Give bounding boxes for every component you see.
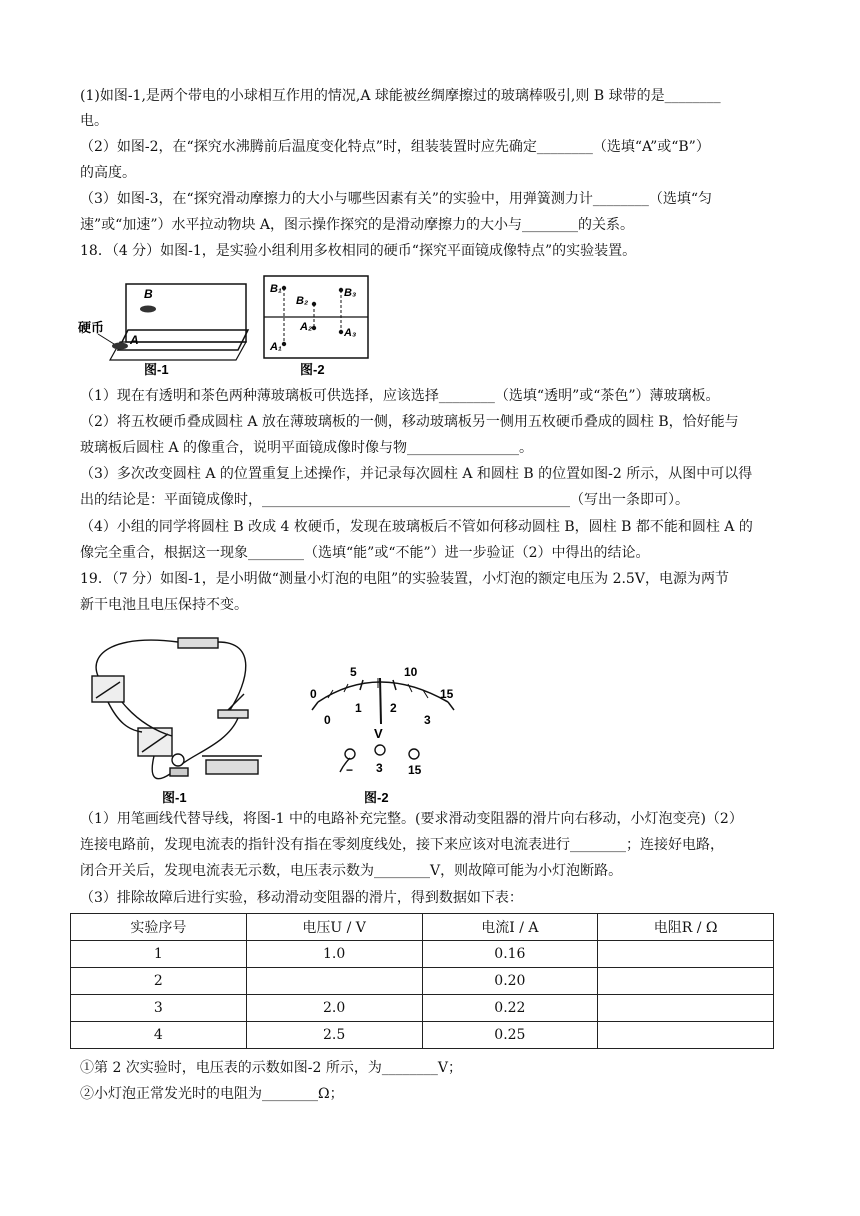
fig18-b3: B₃	[344, 287, 357, 299]
table-cell	[598, 941, 774, 968]
fig18-coin-label: 硬币	[78, 320, 105, 335]
q18-figure	[78, 270, 378, 380]
table-cell: 0.25	[422, 1022, 598, 1049]
dial-bottom-0: 0	[324, 713, 331, 727]
q17-1-line-b: 电。	[80, 113, 108, 129]
table-cell: 2	[71, 968, 247, 995]
voltmeter-dial	[312, 678, 454, 724]
q18-4-line-a: （4）小组的同学将圆柱 B 改成 4 枚硬币，发现在玻璃板后不管如何移动圆柱 B，圆柱 B 都不能和圆柱 A 的	[80, 519, 753, 535]
q19-3-line: （3）排除故障后进行实验，移动滑动变阻器的滑片，得到数据如下表：	[80, 890, 523, 906]
q18-4-line-b: 像完全重合，根据这一现象________（选填“能”或“不能”）进一步验证（2）中得出的结论。	[80, 545, 650, 561]
q19-1-line-c: 闭合开关后，发现电流表无示数，电压表示数为________V，则故障可能为小灯泡断路。	[80, 863, 623, 879]
terminal-3: 3	[376, 761, 383, 775]
table-cell	[246, 968, 422, 995]
table-cell	[598, 995, 774, 1022]
data-table	[70, 913, 774, 1049]
table-cell: 1.0	[246, 941, 422, 968]
q19-3-2-line: ②小灯泡正常发光时的电阻为________Ω；	[80, 1086, 344, 1102]
table-cell: 1	[71, 941, 247, 968]
q18-1-line: （1）现在有透明和茶色两种薄玻璃板可供选择，应该选择________（选填“透明”或“茶色”）薄玻璃板。	[80, 388, 720, 404]
table-cell: 0.16	[422, 941, 598, 968]
q18-2-line-b: 玻璃板后圆柱 A 的像重合，说明平面镜成像时像与物________________。	[80, 440, 534, 456]
q18-3-line-a: （3）多次改变圆柱 A 的位置重复上述操作，并记录每次圆柱 A 和圆柱 B 的位置如图-2 所示，从图中可以得	[80, 466, 753, 482]
terminal-15: 15	[408, 763, 422, 777]
table-header-row	[71, 914, 774, 941]
circuit-diagram	[92, 638, 262, 779]
q19-1-line-b: 连接电路前，发现电流表的指针没有指在零刻度线处，接下来应该对电流表进行________；连接好电路，	[80, 837, 724, 853]
fig18-a1: A₁	[270, 341, 282, 353]
fig18-caption-1: 图-1	[144, 362, 169, 377]
dial-symbol: V	[374, 726, 383, 741]
table-cell: 4	[71, 1022, 247, 1049]
q19-1-line-a: （1）用笔画线代替导线，将图-1 中的电路补充完整。(要求滑动变阻器的滑片向右移动，小灯泡变亮)（2）	[80, 811, 743, 827]
q17-3-line-a: （3）如图-3，在“探究滑动摩擦力的大小与哪些因素有关”的实验中，用弹簧测力计________（选填“匀	[80, 191, 713, 207]
fig18-b1: B₁	[270, 283, 282, 295]
fig18-label-a: A	[130, 333, 139, 347]
table-row	[71, 995, 774, 1022]
table-row	[71, 941, 774, 968]
q18-2-line-a: （2）将五枚硬币叠成圆柱 A 放在薄玻璃板的一侧，移动玻璃板另一侧用五枚硬币叠成的圆柱 B，恰好能与	[80, 414, 739, 430]
fig18-label-b: B	[144, 287, 153, 301]
table-header: 实验序号	[71, 914, 247, 941]
dial-top-0: 0	[310, 687, 317, 701]
dial-top-5: 5	[350, 665, 357, 679]
table-cell: 0.20	[422, 968, 598, 995]
fig19-caption-1: 图-1	[162, 790, 187, 805]
dial-bottom-3: 3	[424, 713, 431, 727]
q17-1-line-a: (1)如图-1,是两个带电的小球相互作用的情况,A 球能被丝绸摩擦过的玻璃棒吸引,则 B 球带的是________	[80, 88, 721, 104]
q19-figure	[78, 632, 478, 810]
dial-bottom-2: 2	[390, 701, 397, 715]
q17-2-line-b: 的高度。	[80, 165, 136, 181]
table-cell: 0.22	[422, 995, 598, 1022]
fig19-caption-2: 图-2	[364, 790, 389, 805]
fig18-caption-2: 图-2	[300, 362, 325, 377]
dial-top-10: 10	[404, 665, 418, 679]
dial-top-15: 15	[440, 687, 454, 701]
terminal-minus: −	[346, 763, 354, 777]
table-row	[71, 968, 774, 995]
table-header: 电流I / A	[422, 914, 598, 941]
table-cell	[598, 968, 774, 995]
q19-title-line-b: 新干电池且电压保持不变。	[80, 597, 248, 613]
q18-title: 18．（4 分）如图-1，是实验小组利用多枚相同的硬币“探究平面镜成像特点”的实验装置。	[80, 243, 637, 259]
q17-2-line-a: （2）如图-2，在“探究水沸腾前后温度变化特点”时，组装装置时应先确定________（选填“A”或“B”）	[80, 139, 710, 155]
dial-bottom-1: 1	[355, 701, 362, 715]
q17-3-line-b: 速”或“加速”）水平拉动物块 A，图示操作探究的是滑动摩擦力的大小与________的关系。	[80, 217, 635, 233]
fig18-b2: B₂	[296, 295, 309, 307]
table-cell: 2.5	[246, 1022, 422, 1049]
table-header: 电压U / V	[246, 914, 422, 941]
q19-3-1-line: ①第 2 次实验时，电压表的示数如图-2 所示，为________V；	[80, 1060, 463, 1076]
table-cell: 2.0	[246, 995, 422, 1022]
table-cell	[598, 1022, 774, 1049]
fig18-a2: A₂	[300, 321, 313, 333]
fig18-a3: A₃	[344, 327, 357, 339]
table-cell: 3	[71, 995, 247, 1022]
q19-title: 19．（7 分）如图-1，是小明做“测量小灯泡的电阻”的实验装置，小灯泡的额定电压为 2.5V，电源为两节	[80, 571, 729, 587]
q18-3-line-b: 出的结论是：平面镜成像时，____________________________________________（写出一条即可）。	[80, 492, 689, 508]
mirror-setup-diagram	[98, 284, 248, 360]
table-row	[71, 1022, 774, 1049]
table-header: 电阻R / Ω	[598, 914, 774, 941]
